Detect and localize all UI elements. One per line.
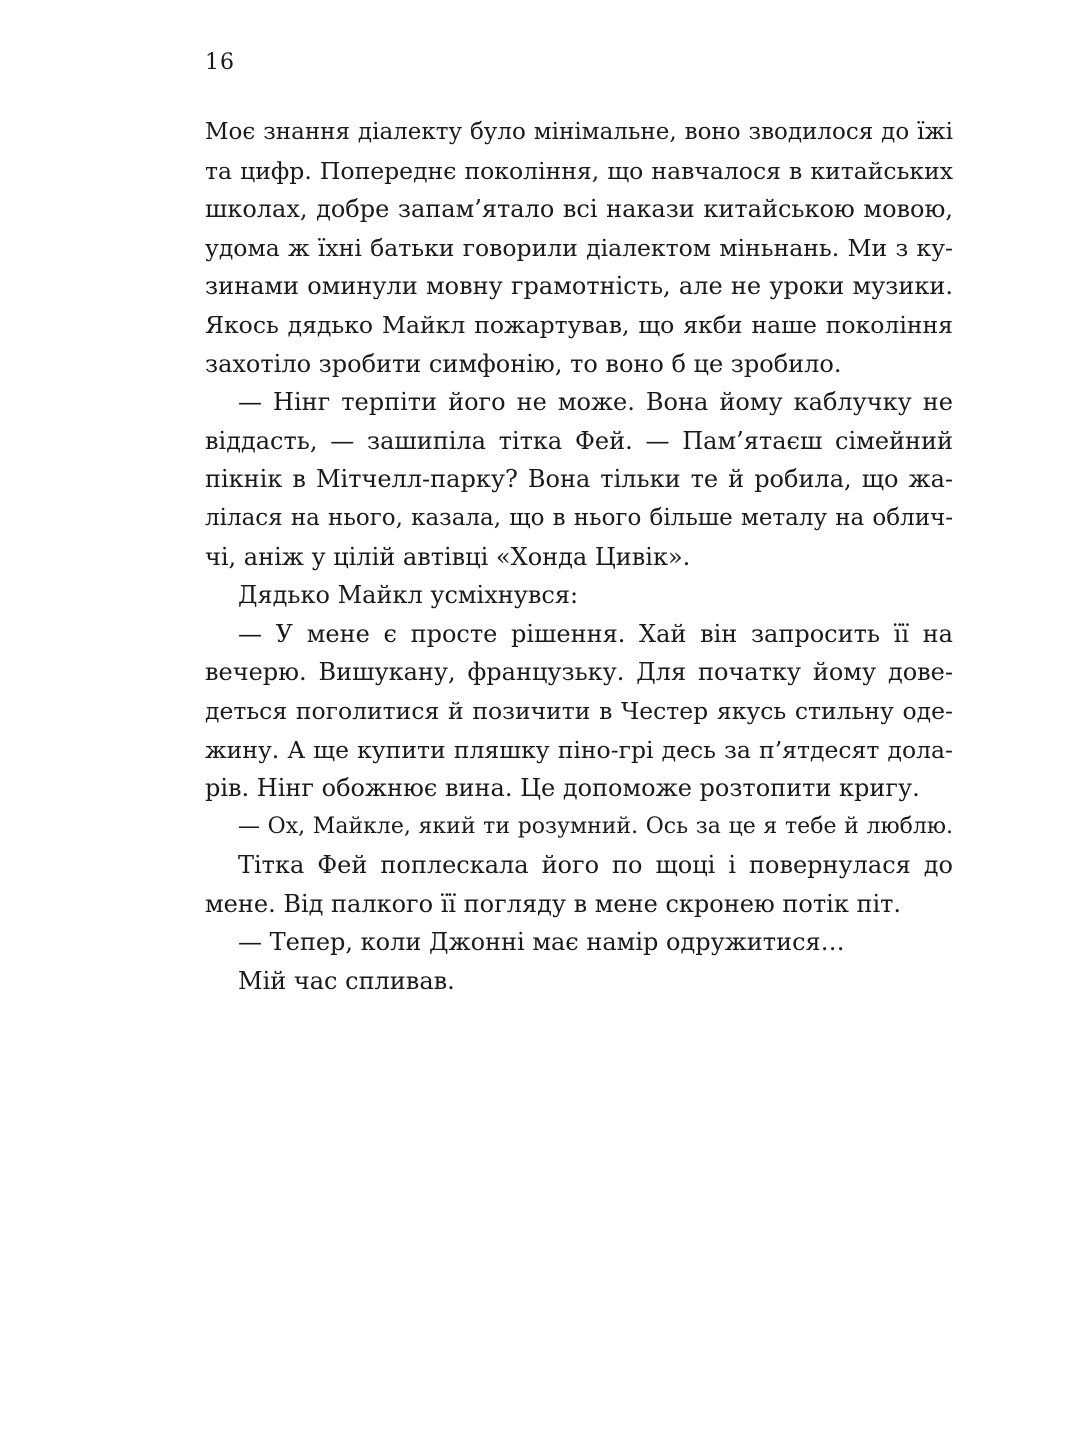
text-line: та цифр. Попереднє покоління, що навчалося в китайських [205,156,953,185]
text-line: захотіло зробити симфонію, то воно б це зробило. [205,349,842,378]
text-line: вечерю. Вишукану, французьку. Для початку йому дове- [205,658,953,687]
text-line: — Ох, Майкле, який ти розумний. Ось за це я тебе й люблю. [238,813,953,839]
text-line: віддасть, — зашипіла тітка Фей. — Пам’ятаєш сімейний [205,426,953,455]
text-line: — Тепер, коли Джонні має намір одружитися… [238,928,845,957]
text-line: Моє знання діалекту було мінімальне, воно зводилося до їжі [205,119,953,145]
text-line: зинами оминули мовну грамотність, але не уроки музики. [205,272,953,301]
text-line: лілася на нього, казала, що в нього більше металу на облич- [205,504,953,531]
text-line: — У мене є просте рішення. Хай він запросить її на [238,619,953,648]
text-line: деться поголитися й позичити в Честер якусь стильну оде- [205,696,953,725]
text-line: — Нінг терпіти його не може. Вона йому каблучку не [238,388,953,417]
text-line: рів. Нінг обожнює вина. Це допоможе розтопити кригу. [205,774,920,803]
text-line: пікнік в Мітчелл-парку? Вона тільки те й робила, що жа- [205,465,953,494]
text-line: школах, добре запам’ятало всі накази китайською мовою, [205,195,953,224]
text-line: Якось дядько Майкл пожартував, що якби наше покоління [205,310,953,339]
text-line: удома ж їхні батьки говорили діалектом міньнань. Ми з ку- [205,233,953,262]
body-text [205,113,953,1001]
text-line: мене. Від палкого її погляду в мене скронею потік піт. [205,889,902,918]
text-line: чі, аніж у цілій автівці «Хонда Цивік». [205,542,691,571]
text-line: жину. А ще купити пляшку піно-грі десь за п’ятдесят дола- [205,735,953,764]
text-line: Тітка Фей поплескала його по щоці і повернулася до [238,851,953,880]
text-line: Мій час спливав. [238,967,455,996]
page-number: 16 [205,50,235,75]
text-line: Дядько Майкл усміхнувся: [238,581,579,610]
